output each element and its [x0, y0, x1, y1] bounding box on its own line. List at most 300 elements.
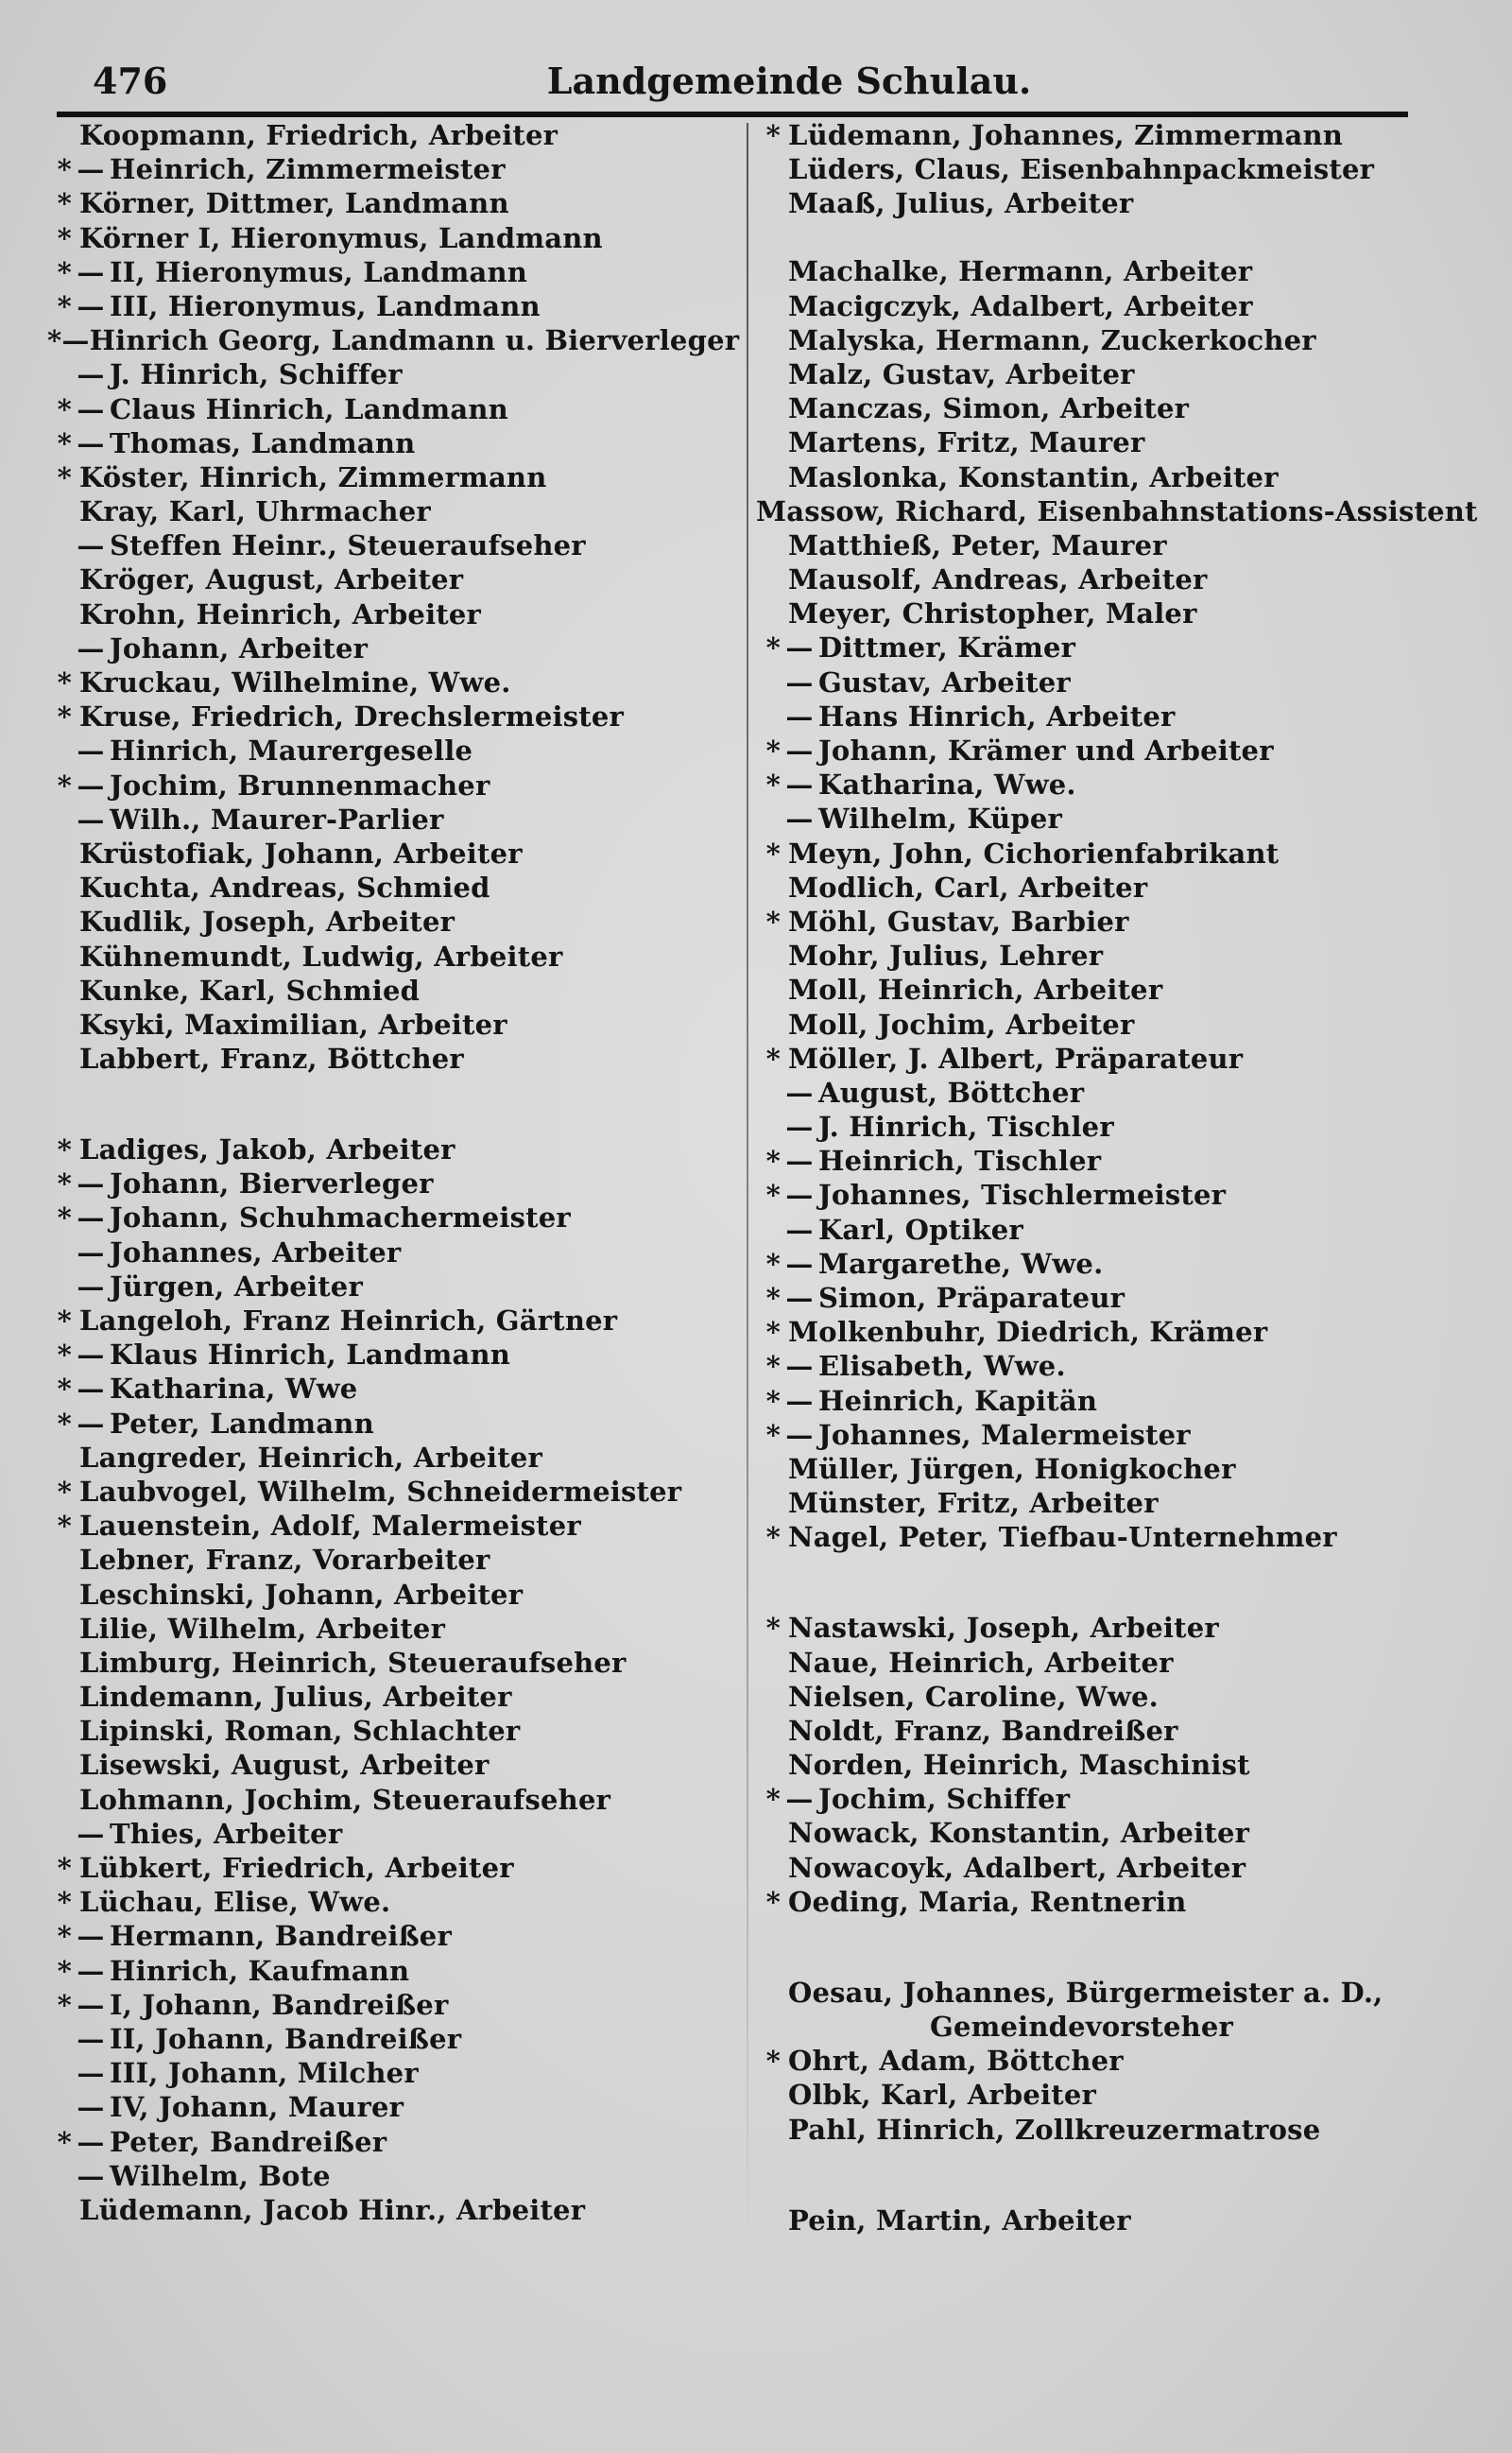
entry-text: Oeding, Maria, Rentnerin [788, 1885, 1187, 1918]
asterisk-mark: * [765, 1885, 781, 1918]
directory-entry [47, 803, 728, 838]
entry-text: II, Hieronymus, Landmann [110, 255, 528, 288]
entry-text: Kray, Karl, Uhrmacher [79, 495, 431, 528]
asterisk-mark: * [57, 392, 72, 425]
entry-text: Olbk, Karl, Arbeiter [788, 2079, 1096, 2112]
entry-text: Mohr, Julius, Lehrer [788, 940, 1104, 973]
repeat-dash: — [785, 1350, 814, 1383]
asterisk-mark: * [57, 426, 72, 459]
directory-entry [47, 1579, 728, 1613]
repeat-dash: — [785, 1247, 814, 1280]
asterisk-mark: * [57, 1886, 72, 1919]
directory-entry [47, 2091, 728, 2125]
directory-entry [47, 1920, 728, 1954]
directory-entry [756, 974, 1474, 1008]
asterisk-mark: * [765, 631, 781, 665]
entry-text: Elisabeth, Wwe. [818, 1350, 1066, 1383]
asterisk-mark: * [765, 2045, 781, 2078]
directory-entry [47, 872, 728, 906]
asterisk-mark: * [57, 1988, 72, 2021]
column-divider [747, 123, 748, 2250]
directory-entry [756, 872, 1474, 906]
asterisk-mark: * [765, 1247, 781, 1280]
directory-entry [47, 1133, 728, 1167]
entry-text: Laubvogel, Wilhelm, Schneidermeister [79, 1475, 682, 1508]
entry-text: Köster, Hinrich, Zimmermann [79, 460, 547, 493]
directory-entry [47, 1009, 728, 1043]
directory-entry [756, 290, 1474, 324]
directory-entry [756, 1886, 1474, 1977]
asterisk-mark: * [57, 700, 72, 734]
entry-text: Ksyki, Maximilian, Arbeiter [79, 1008, 507, 1041]
directory-entry [756, 1316, 1474, 1350]
repeat-dash: — [785, 803, 814, 836]
entry-text: Johann, Arbeiter [110, 631, 369, 665]
asterisk-mark: * [57, 1475, 72, 1508]
entry-text: Möller, J. Albert, Präparateur [788, 1042, 1244, 1075]
entry-text: Wilhelm, Bote [110, 2159, 331, 2192]
asterisk-mark: * [57, 769, 72, 802]
right-column [756, 119, 1478, 2238]
directory-entry [756, 1248, 1474, 1282]
directory-entry [47, 324, 740, 358]
entry-text: Körner I, Hieronymus, Landmann [79, 221, 603, 254]
directory-entry [47, 1715, 728, 1749]
directory-entry [756, 358, 1474, 392]
directory-entry [756, 426, 1474, 460]
entry-text: Katharina, Wwe [110, 1373, 358, 1406]
directory-entry [756, 2114, 1474, 2204]
entry-text: Oesau, Johannes, Bürgermeister a. D., [788, 1976, 1383, 2009]
asterisk-mark: * [57, 1304, 72, 1337]
directory-entry [756, 1419, 1474, 1453]
repeat-dash: — [77, 1201, 105, 1235]
directory-entry [47, 666, 728, 700]
asterisk-mark: * [57, 1373, 72, 1406]
repeat-dash: — [77, 1407, 105, 1440]
repeat-dash: — [77, 734, 105, 768]
asterisk-mark: * [57, 1133, 72, 1166]
directory-entry [756, 529, 1474, 563]
repeat-dash: — [77, 1920, 105, 1953]
entry-text: Peter, Landmann [110, 1407, 374, 1440]
asterisk-mark: * [57, 2125, 72, 2158]
entry-text: Hinrich Georg, Landmann u. Bierverleger [89, 324, 740, 357]
directory-entry [756, 255, 1474, 289]
entry-text: Jürgen, Arbeiter [110, 1270, 363, 1303]
directory-entry [47, 1408, 728, 1442]
entry-text: Ohrt, Adam, Böttcher [788, 2045, 1124, 2078]
repeat-dash: — [785, 769, 814, 802]
asterisk-mark: * [765, 905, 781, 938]
entry-text: Martens, Fritz, Maurer [788, 426, 1145, 459]
directory-entry [47, 1270, 728, 1304]
entry-text: Gemeindevorsteher [930, 2011, 1234, 2043]
directory-entry [756, 1681, 1474, 1715]
directory-entry [47, 427, 728, 461]
repeat-dash: — [77, 289, 105, 322]
repeat-dash: — [785, 665, 814, 699]
directory-entry [47, 1201, 728, 1235]
entry-text: Machalke, Hermann, Arbeiter [788, 255, 1253, 288]
directory-entry [756, 1487, 1474, 1521]
entry-text: Johannes, Arbeiter [110, 1235, 402, 1269]
directory-entry [47, 769, 728, 803]
directory-entry [756, 392, 1474, 426]
entry-text: Matthieß, Peter, Maurer [788, 528, 1167, 561]
directory-entry [756, 734, 1474, 769]
asterisk-mark: * [57, 1339, 72, 1372]
directory-entry [756, 1453, 1474, 1487]
entry-text: August, Böttcher [818, 1076, 1085, 1109]
asterisk-mark: * [57, 187, 72, 220]
directory-entry [47, 1476, 728, 1510]
entry-text: Hinrich, Maurergeselle [110, 734, 473, 768]
asterisk-mark: * [57, 1852, 72, 1884]
asterisk-mark: * [765, 1282, 781, 1314]
entry-text: Jochim, Schiffer [818, 1783, 1071, 1816]
entry-text: Johann, Bierverleger [110, 1167, 434, 1201]
entry-text: Meyer, Christopher, Maler [788, 597, 1197, 631]
entry-text: Claus Hinrich, Landmann [110, 392, 508, 425]
entry-text: Steffen Heinr., Steueraufseher [110, 529, 586, 562]
directory-entry [756, 1009, 1474, 1043]
entry-text: Langeloh, Franz Heinrich, Gärtner [79, 1304, 618, 1337]
entry-text: Müller, Jürgen, Honigkocher [788, 1452, 1236, 1485]
directory-entry [47, 153, 728, 187]
entry-text: Leschinski, Johann, Arbeiter [79, 1578, 524, 1611]
directory-entry [47, 838, 728, 872]
entry-text: Wilhelm, Küper [818, 803, 1062, 836]
directory-entry [756, 461, 1474, 495]
entry-text: Krohn, Heinrich, Arbeiter [79, 597, 482, 631]
directory-entry [47, 2160, 728, 2194]
directory-entry [47, 1544, 728, 1578]
entry-text: Lüders, Claus, Eisenbahnpackmeister [788, 153, 1375, 186]
repeat-dash: — [785, 734, 814, 767]
asterisk-mark: * [765, 1145, 781, 1178]
repeat-dash: — [77, 2125, 105, 2158]
directory-entry [756, 666, 1474, 700]
entry-text: III, Hieronymus, Landmann [110, 289, 541, 322]
directory-entry [47, 1647, 728, 1681]
entry-text: Lindemann, Julius, Arbeiter [79, 1681, 512, 1714]
directory-entry [47, 1613, 728, 1647]
repeat-dash: — [77, 358, 105, 391]
header-rule [57, 112, 1408, 117]
asterisk-mark: * [765, 734, 781, 767]
entry-text: Meyn, John, Cichorienfabrikant [788, 837, 1280, 870]
entry-text: Naue, Heinrich, Arbeiter [788, 1646, 1174, 1679]
directory-entry [47, 1339, 728, 1373]
repeat-dash: — [77, 2057, 105, 2090]
entry-text: Pahl, Hinrich, Zollkreuzermatrose [788, 2113, 1321, 2146]
directory-entry [47, 187, 728, 221]
directory-entry [756, 1783, 1474, 1817]
directory-entry [47, 1167, 728, 1201]
repeat-dash: — [785, 1111, 814, 1144]
entry-text: Münster, Fritz, Arbeiter [788, 1487, 1159, 1520]
repeat-dash: — [77, 1167, 105, 1201]
asterisk-mark: * [57, 1510, 72, 1543]
repeat-dash: — [77, 1373, 105, 1406]
entry-text: Katharina, Wwe. [818, 769, 1076, 802]
directory-entry [47, 1886, 728, 1920]
directory-entry [47, 2023, 728, 2057]
repeat-dash: — [77, 1270, 105, 1303]
entry-text: Klaus Hinrich, Landmann [110, 1339, 511, 1372]
entry-text: Moll, Heinrich, Arbeiter [788, 974, 1163, 1007]
asterisk-mark: * [47, 324, 62, 357]
repeat-dash: — [785, 1179, 814, 1212]
repeat-dash: — [77, 426, 105, 459]
entry-text: Kudlik, Joseph, Arbeiter [79, 906, 455, 939]
entry-text: Möhl, Gustav, Barbier [788, 905, 1129, 938]
directory-entry [47, 461, 728, 495]
entry-text: Thies, Arbeiter [110, 1817, 343, 1850]
entry-text: Krüstofiak, Johann, Arbeiter [79, 837, 523, 870]
entry-text: Lipinski, Roman, Schlachter [79, 1715, 521, 1748]
asterisk-mark: * [765, 1042, 781, 1075]
directory-entry [756, 1350, 1474, 1384]
repeat-dash: — [77, 803, 105, 836]
entry-text: Heinrich, Zimmermeister [110, 153, 506, 186]
entry-text: Johannes, Tischlermeister [818, 1179, 1227, 1212]
entry-text: Kunke, Karl, Schmied [79, 974, 421, 1007]
entry-text: Malyska, Hermann, Zuckerkocher [788, 323, 1316, 356]
directory-entry [756, 119, 1474, 153]
entry-text: Pein, Martin, Arbeiter [788, 2203, 1131, 2237]
asterisk-mark: * [57, 255, 72, 288]
directory-entry [47, 632, 728, 666]
asterisk-mark: * [765, 1612, 781, 1645]
entry-text: Moll, Jochim, Arbeiter [788, 1008, 1135, 1041]
directory-entry [756, 1282, 1474, 1316]
running-title: Landgemeinde Schulau. [546, 60, 1032, 102]
asterisk-mark: * [765, 1521, 781, 1554]
directory-entry [47, 1442, 728, 1476]
directory-entry [756, 153, 1474, 187]
directory-entry [756, 1612, 1474, 1646]
entry-text: Kruckau, Wilhelmine, Wwe. [79, 666, 511, 699]
directory-entry [47, 256, 728, 290]
repeat-dash: — [785, 1213, 814, 1246]
asterisk-mark: * [765, 1783, 781, 1816]
directory-entry [47, 1510, 728, 1544]
entry-text: Gustav, Arbeiter [818, 665, 1071, 699]
repeat-dash: — [785, 1418, 814, 1451]
repeat-dash: — [77, 631, 105, 665]
directory-entry [756, 563, 1474, 597]
repeat-dash: — [785, 1282, 814, 1314]
entry-text: Macigczyk, Adalbert, Arbeiter [788, 289, 1253, 322]
directory-entry [756, 1111, 1474, 1145]
directory-entry [756, 1817, 1474, 1851]
entry-text: I, Johann, Bandreißer [110, 1988, 449, 2021]
directory-entry [756, 324, 1474, 358]
directory-entry [47, 529, 728, 563]
directory-entry [47, 598, 728, 632]
directory-entry [47, 290, 728, 324]
directory-entry [47, 1852, 728, 1886]
entry-text: Lebner, Franz, Vorarbeiter [79, 1544, 490, 1577]
directory-entry [47, 734, 728, 769]
asterisk-mark: * [765, 837, 781, 870]
asterisk-mark: * [57, 221, 72, 254]
entry-text: Dittmer, Krämer [818, 631, 1076, 665]
directory-entry [756, 1385, 1474, 1419]
repeat-dash: — [77, 2091, 105, 2124]
repeat-dash: — [77, 2022, 105, 2055]
entry-text: Molkenbuhr, Diedrich, Krämer [788, 1316, 1268, 1349]
entry-text: Margarethe, Wwe. [818, 1247, 1104, 1280]
directory-entry [47, 1955, 728, 1989]
directory-entry [47, 1989, 728, 2023]
repeat-dash: — [61, 324, 90, 357]
asterisk-mark: * [57, 1920, 72, 1953]
directory-entry [756, 1145, 1474, 1179]
asterisk-mark: * [765, 1418, 781, 1451]
directory-entry [756, 906, 1474, 940]
directory-entry [756, 1647, 1474, 1681]
directory-entry [756, 2011, 1474, 2045]
repeat-dash: — [785, 1076, 814, 1109]
repeat-dash: — [77, 2159, 105, 2192]
asterisk-mark: * [765, 119, 781, 151]
repeat-dash: — [785, 1783, 814, 1816]
entry-text: Thomas, Landmann [110, 426, 416, 459]
directory-entry [756, 2045, 1474, 2079]
repeat-dash: — [77, 392, 105, 425]
entry-text: Kuchta, Andreas, Schmied [79, 872, 490, 905]
repeat-dash: — [77, 153, 105, 186]
page-number: 476 [93, 60, 168, 102]
entry-text: Wilh., Maurer-Parlier [110, 803, 444, 836]
directory-entry [47, 941, 728, 975]
asterisk-mark: * [765, 1316, 781, 1349]
directory-entry [47, 495, 728, 529]
directory-entry [756, 1179, 1474, 1213]
directory-entry [756, 1214, 1474, 1248]
asterisk-mark: * [57, 666, 72, 699]
entry-text: Kruse, Friedrich, Drechslermeister [79, 700, 624, 734]
directory-entry [47, 2194, 728, 2228]
entry-text: Lüdemann, Johannes, Zimmermann [788, 119, 1344, 151]
repeat-dash: — [77, 769, 105, 802]
entry-text: Massow, Richard, Eisenbahnstations-Assistent [756, 494, 1478, 527]
entry-text: II, Johann, Bandreißer [110, 2022, 462, 2055]
entry-text: Koopmann, Friedrich, Arbeiter [79, 119, 558, 151]
entry-text: Nielsen, Caroline, Wwe. [788, 1680, 1159, 1713]
directory-entry [756, 187, 1474, 255]
entry-text: J. Hinrich, Tischler [818, 1111, 1114, 1144]
repeat-dash: — [77, 1988, 105, 2021]
directory-entry [756, 1077, 1474, 1111]
entry-text: Noldt, Franz, Bandreißer [788, 1714, 1178, 1747]
directory-entry [756, 1043, 1474, 1077]
directory-entry [756, 940, 1474, 974]
repeat-dash: — [785, 1145, 814, 1178]
repeat-dash: — [785, 1384, 814, 1417]
directory-entry [47, 975, 728, 1009]
entry-text: Nowacoyk, Adalbert, Arbeiter [788, 1851, 1246, 1884]
entry-text: Hermann, Bandreißer [110, 1920, 452, 1953]
directory-entry [47, 1818, 728, 1852]
repeat-dash: — [77, 1339, 105, 1372]
directory-entry [756, 1852, 1474, 1886]
left-column [47, 119, 740, 2228]
directory-entry [47, 1043, 728, 1133]
directory-entry [47, 2126, 728, 2160]
directory-entry [47, 393, 728, 427]
entry-text: Modlich, Carl, Arbeiter [788, 871, 1148, 904]
repeat-dash: — [77, 255, 105, 288]
directory-entry [756, 2079, 1474, 2113]
asterisk-mark: * [765, 1384, 781, 1417]
entry-text: Nastawski, Joseph, Arbeiter [788, 1612, 1219, 1645]
entry-text: Manczas, Simon, Arbeiter [788, 392, 1190, 425]
entry-text: Lüdemann, Jacob Hinr., Arbeiter [79, 2193, 586, 2226]
repeat-dash: — [785, 700, 814, 733]
directory-entry [47, 1784, 728, 1818]
directory-entry [47, 700, 728, 734]
entry-text: Hans Hinrich, Arbeiter [818, 700, 1176, 733]
directory-entry [47, 1236, 728, 1270]
directory-entry [756, 597, 1474, 631]
entry-text: Kühnemundt, Ludwig, Arbeiter [79, 940, 563, 973]
entry-text: Nagel, Peter, Tiefbau-Unternehmer [788, 1521, 1337, 1554]
directory-entry [47, 358, 728, 392]
directory-entry [47, 563, 728, 597]
asterisk-mark: * [57, 289, 72, 322]
directory-entry [47, 119, 728, 153]
repeat-dash: — [77, 1235, 105, 1269]
directory-entry [756, 631, 1474, 665]
entry-text: Karl, Optiker [818, 1213, 1023, 1246]
directory-entry [756, 700, 1474, 734]
asterisk-mark: * [57, 153, 72, 186]
entry-text: Maslonka, Konstantin, Arbeiter [788, 460, 1279, 493]
directory-entry [756, 2204, 1474, 2238]
repeat-dash: — [77, 529, 105, 562]
page-header [57, 52, 1408, 109]
entry-text: Norden, Heinrich, Maschinist [788, 1749, 1250, 1782]
entry-text: Lohmann, Jochim, Steueraufseher [79, 1783, 611, 1816]
asterisk-mark: * [57, 1167, 72, 1201]
entry-text: Hinrich, Kaufmann [110, 1954, 410, 1987]
directory-entry [756, 1749, 1474, 1783]
directory-entry [47, 1304, 728, 1339]
entry-text: J. Hinrich, Schiffer [110, 358, 403, 391]
entry-text: Johann, Schuhmachermeister [110, 1201, 571, 1235]
repeat-dash: — [77, 1817, 105, 1850]
entry-text: Kröger, August, Arbeiter [79, 563, 464, 596]
entry-text: Maaß, Julius, Arbeiter [788, 187, 1134, 220]
entry-text: Limburg, Heinrich, Steueraufseher [79, 1646, 627, 1679]
directory-entry [47, 222, 728, 256]
asterisk-mark: * [57, 460, 72, 493]
entry-text: Johann, Krämer und Arbeiter [818, 734, 1274, 767]
entry-text: Malz, Gustav, Arbeiter [788, 357, 1135, 390]
directory-entry [756, 1977, 1474, 2011]
directory-entry [47, 1749, 728, 1783]
entry-text: Lübkert, Friedrich, Arbeiter [79, 1852, 514, 1884]
directory-entry [756, 1521, 1474, 1612]
asterisk-mark: * [57, 1407, 72, 1440]
entry-text: Lilie, Wilhelm, Arbeiter [79, 1612, 446, 1645]
entry-text: Nowack, Konstantin, Arbeiter [788, 1817, 1250, 1850]
directory-entry [47, 1681, 728, 1715]
